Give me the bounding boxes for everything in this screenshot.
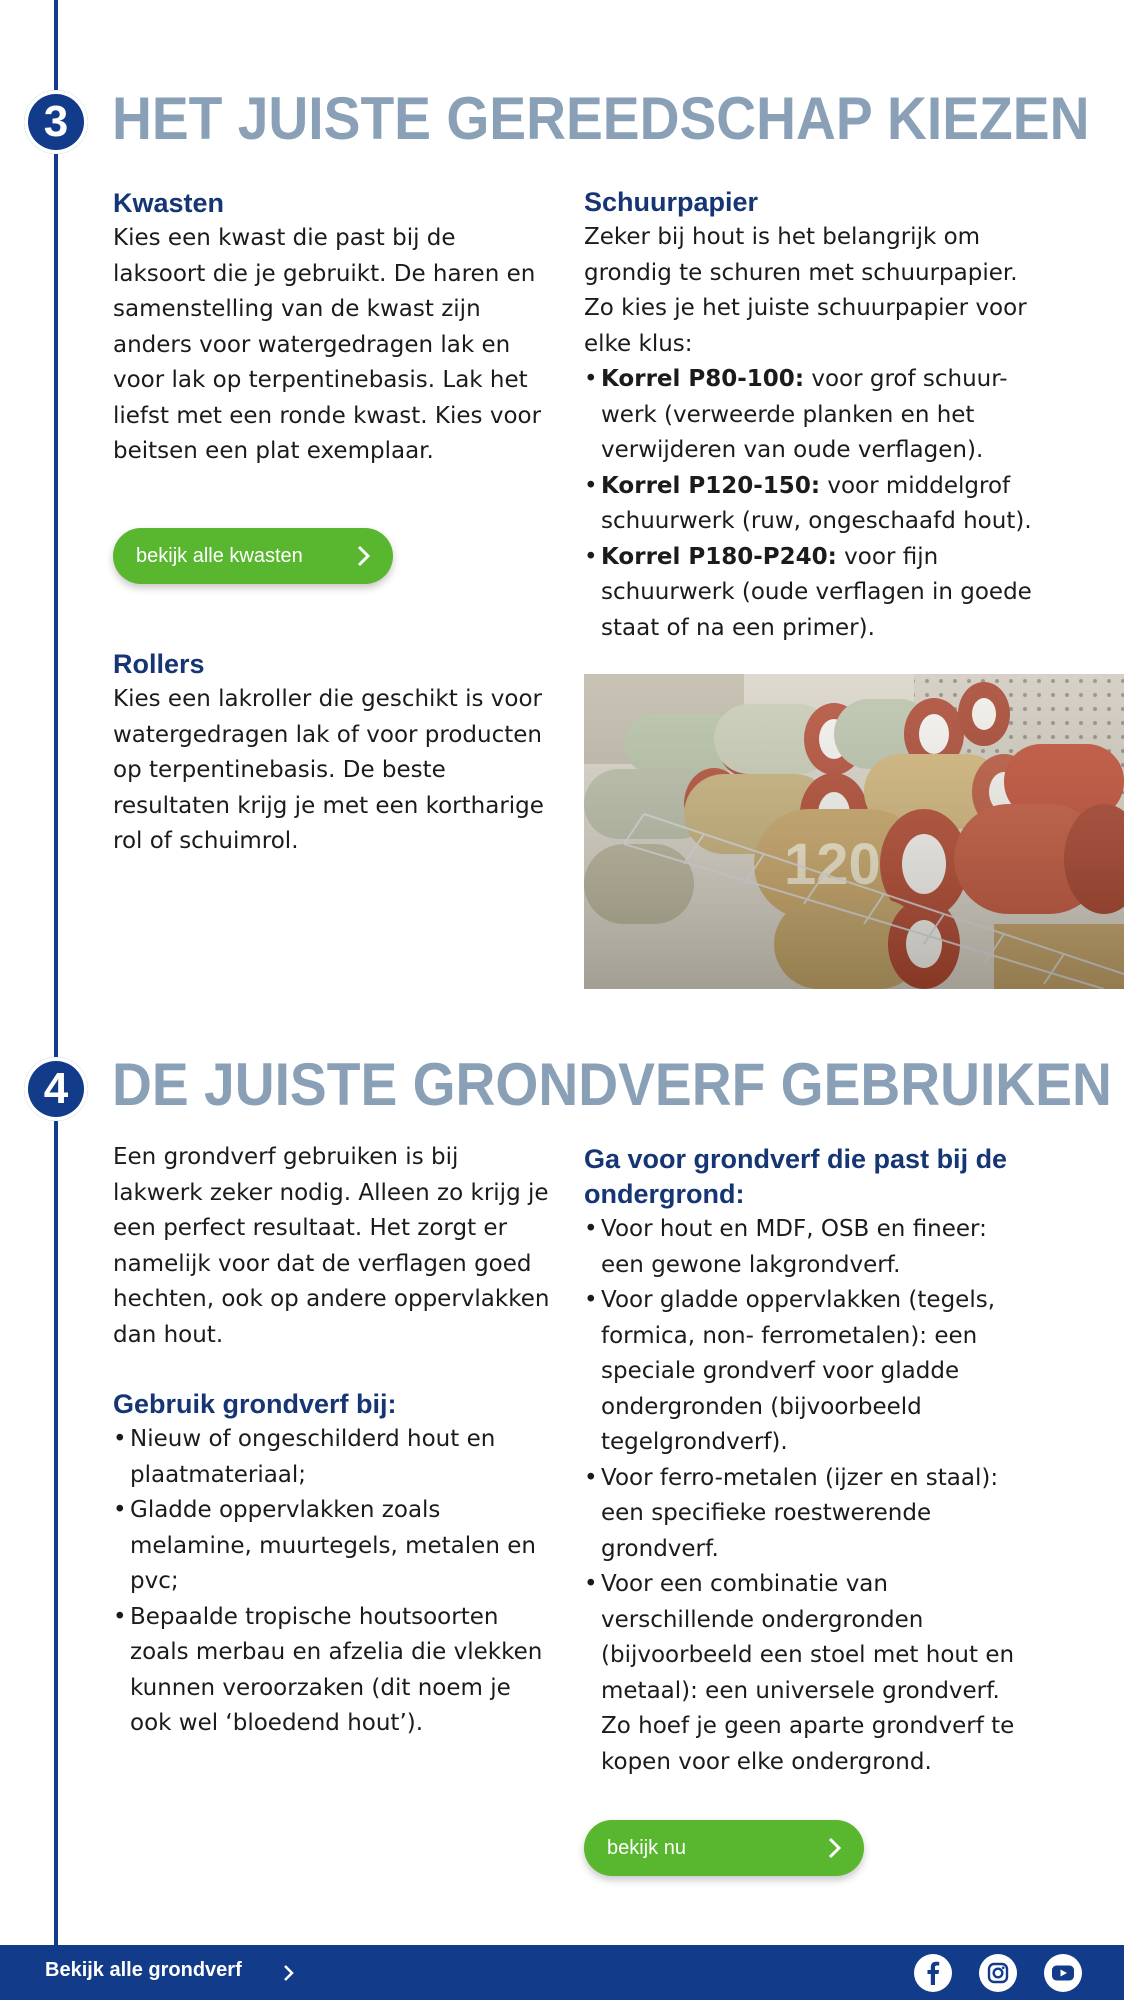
korrel-label: Korrel P80-100: xyxy=(601,366,805,392)
list-item: • Voor hout en MDF, OSB en fineer: een gewone lakgrondverf. xyxy=(584,1212,1034,1283)
step-badge-3 xyxy=(24,90,88,154)
list-item: • Gladde oppervlakken zoals melamine, muurtegels, metalen en pvc; xyxy=(113,1493,553,1600)
youtube-icon[interactable] xyxy=(1044,1954,1082,1992)
facebook-glyph xyxy=(914,1954,952,1992)
bekijk-kwasten-button[interactable] xyxy=(113,528,393,584)
korrel-label: Korrel P120-150: xyxy=(601,472,821,499)
timeline-line xyxy=(54,0,58,1945)
rollers-body: Kies een lakroller die geschikt is voor watergedragen lak of voor producten op terpentinebasis. De beste resultaten krijg je met een kortharige rol of schuimrol. xyxy=(113,686,544,854)
list-item: • Bepaalde tropische houtsoorten zoals merbau en afzelia die vlekken kunnen veroorzaken (dit noem je ook wel ‘bloedend hout’). xyxy=(113,1600,553,1742)
bekijk-kwasten-label: bekijk alle kwasten xyxy=(136,544,303,567)
youtube-glyph xyxy=(1044,1954,1082,1992)
instagram-icon[interactable] xyxy=(979,1954,1017,1992)
instagram-glyph xyxy=(979,1954,1017,1992)
korrel-text: voor middelgrof schuurwerk (ruw, ongeschaafd hout). xyxy=(601,472,1032,534)
schuurpapier-intro: Zeker bij hout is het belangrijk om grondig te schuren met schuurpapier. Zo kies je het juiste schuurpapier voor elke klus: xyxy=(584,224,1027,357)
ondergrond-block xyxy=(584,1142,1034,1780)
bekijk-alle-grondverf-link[interactable]: Bekijk alle grondverf xyxy=(45,1959,242,1981)
list-item: • Voor ferro-metalen (ijzer en staal): een specifieke roestwerende grondverf. xyxy=(584,1461,1034,1568)
grondverf-intro: Een grondverf gebruiken is bij lakwerk zeker nodig. Alleen zo krijg je een perfect resultaat. Het zorgt er namelijk voor dat de verflagen goed hechten, ook op andere oppervlakken dan hout. xyxy=(113,1144,550,1348)
step-number: 3 xyxy=(43,97,69,146)
rollers-block xyxy=(113,647,553,860)
list-item: • Voor een combinatie van verschillende ondergronden (bijvoorbeeld een stoel met hout en metaal): een universele grondverf. Zo hoef je geen aparte grondverf te kopen voor elke ondergrond. xyxy=(584,1567,1034,1780)
list-item: • Nieuw of ongeschilderd hout en plaatmateriaal; xyxy=(113,1422,553,1493)
ondergrond-list xyxy=(584,1212,1034,1780)
gebruik-list xyxy=(113,1422,553,1742)
rollers-heading: Rollers xyxy=(113,649,205,679)
gebruik-block xyxy=(113,1387,553,1742)
list-item xyxy=(584,362,1034,469)
schuurpapier-heading: Schuurpapier xyxy=(584,187,759,217)
sandpaper-illustration xyxy=(584,674,1124,989)
korrel-label: Korrel P180-P240: xyxy=(601,543,837,570)
chevron-right-icon xyxy=(282,1963,296,1983)
step-badge-4 xyxy=(24,1057,88,1121)
kwasten-body: Kies een kwast die past bij de laksoort die je gebruikt. De haren en samenstelling van de kwast zijn anders voor watergedragen lak en voor lak op terpentinebasis. Lak het liefst met een ronde kwast. Kies voor beitsen een plat exemplaar. xyxy=(113,225,542,464)
bekijk-nu-label: bekijk nu xyxy=(607,1836,686,1859)
korrel-list xyxy=(584,362,1034,646)
list-item xyxy=(584,469,1034,540)
step-number: 4 xyxy=(43,1064,69,1113)
chevron-right-icon xyxy=(822,1835,846,1861)
section-title-grondverf: DE JUISTE GRONDVERF GEBRUIKEN xyxy=(112,1051,1112,1118)
korrel-text: voor fijn schuurwerk (oude verflagen in goede staat of na een primer). xyxy=(601,543,1032,641)
facebook-icon[interactable] xyxy=(914,1954,952,1992)
sandpaper-rolls-photo xyxy=(584,674,1124,989)
korrel-text: voor grof schuur-werk (verweerde planken en het verwijderen van oude verflagen). xyxy=(601,366,1008,463)
grondverf-intro-block xyxy=(113,1140,553,1353)
kwasten-block xyxy=(113,186,553,470)
bekijk-nu-button[interactable] xyxy=(584,1820,864,1876)
schuurpapier-block xyxy=(584,185,1034,646)
ondergrond-heading: Ga voor grondverf die past bij de ondergrond: xyxy=(584,1144,1008,1209)
gebruik-heading: Gebruik grondverf bij: xyxy=(113,1389,397,1419)
section-title-gereedschap: HET JUISTE GEREEDSCHAP KIEZEN xyxy=(112,85,1090,152)
list-item: • Voor gladde oppervlakken (tegels, formica, non- ferrometalen): een speciale grondverf voor gladde ondergronden (bijvoorbeeld tegelgrondverf). xyxy=(584,1283,1034,1461)
chevron-right-icon xyxy=(351,543,375,569)
footer-bar xyxy=(0,1945,1124,2000)
kwasten-heading: Kwasten xyxy=(113,188,225,218)
list-item xyxy=(584,540,1034,647)
